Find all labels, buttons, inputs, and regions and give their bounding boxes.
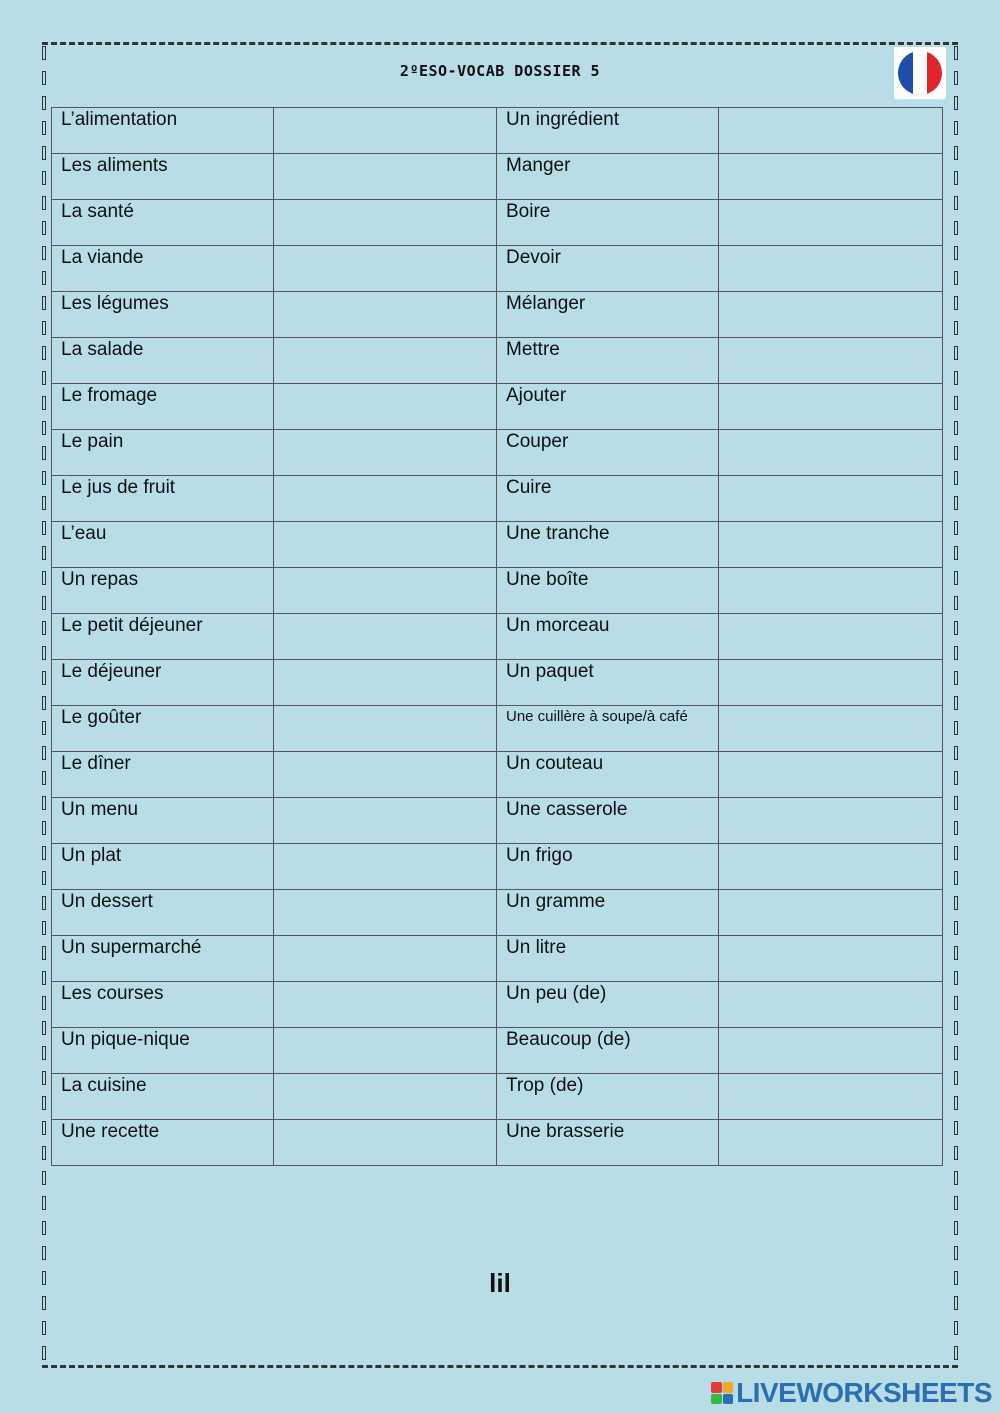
answer-cell-right[interactable] (719, 1074, 943, 1120)
table-row (52, 108, 943, 154)
vocab-term-right: Un frigo (497, 844, 719, 890)
answer-cell-right[interactable] (719, 476, 943, 522)
table-row (52, 292, 943, 338)
table-row (52, 982, 943, 1028)
answer-cell-left[interactable] (274, 1028, 497, 1074)
answer-cell-left[interactable] (274, 568, 497, 614)
vocab-term-right: Une tranche (497, 522, 719, 568)
table-row (52, 384, 943, 430)
footer-mark: lil (489, 1268, 511, 1298)
answer-cell-left[interactable] (274, 1074, 497, 1120)
vocab-term-left: Le goûter (52, 706, 274, 752)
answer-cell-right[interactable] (719, 200, 943, 246)
answer-cell-left[interactable] (274, 246, 497, 292)
answer-cell-right[interactable] (719, 292, 943, 338)
answer-cell-left[interactable] (274, 476, 497, 522)
answer-cell-left[interactable] (274, 292, 497, 338)
vocab-term-left: Un menu (52, 798, 274, 844)
table-row (52, 798, 943, 844)
answer-cell-right[interactable] (719, 890, 943, 936)
vocab-term-right: Boire (497, 200, 719, 246)
answer-cell-right[interactable] (719, 522, 943, 568)
border-bottom (42, 1365, 958, 1368)
answer-cell-left[interactable] (274, 798, 497, 844)
answer-cell-right[interactable] (719, 1120, 943, 1166)
table-row (52, 430, 943, 476)
vocab-term-left: Le petit déjeuner (52, 614, 274, 660)
answer-cell-right[interactable] (719, 384, 943, 430)
answer-cell-right[interactable] (719, 752, 943, 798)
answer-cell-right[interactable] (719, 844, 943, 890)
vocab-term-right: Manger (497, 154, 719, 200)
answer-cell-right[interactable] (719, 614, 943, 660)
table-row (52, 660, 943, 706)
answer-cell-right[interactable] (719, 568, 943, 614)
answer-cell-left[interactable] (274, 706, 497, 752)
page-title: 2ºESO-VOCAB DOSSIER 5 (399, 62, 601, 80)
vocab-term-left: Le déjeuner (52, 660, 274, 706)
answer-cell-right[interactable] (719, 936, 943, 982)
table-row (52, 568, 943, 614)
table-row (52, 936, 943, 982)
vocab-term-right: Une boîte (497, 568, 719, 614)
table-row (52, 706, 943, 752)
vocab-term-left: Un supermarché (52, 936, 274, 982)
vocab-term-left: Le fromage (52, 384, 274, 430)
vocab-term-right: Devoir (497, 246, 719, 292)
answer-cell-right[interactable] (719, 706, 943, 752)
table-row (52, 200, 943, 246)
vocab-term-left: Le jus de fruit (52, 476, 274, 522)
vocab-term-right: Mettre (497, 338, 719, 384)
answer-cell-left[interactable] (274, 338, 497, 384)
vocab-term-left: La santé (52, 200, 274, 246)
table-row (52, 246, 943, 292)
answer-cell-left[interactable] (274, 430, 497, 476)
vocab-term-right: Une brasserie (497, 1120, 719, 1166)
vocab-term-left: La salade (52, 338, 274, 384)
vocab-term-right: Un ingrédient (497, 108, 719, 154)
vocabulary-table (51, 107, 943, 1166)
vocab-term-right: Ajouter (497, 384, 719, 430)
answer-cell-right[interactable] (719, 660, 943, 706)
answer-cell-left[interactable] (274, 108, 497, 154)
vocab-term-left: L’alimentation (52, 108, 274, 154)
vocab-term-right: Couper (497, 430, 719, 476)
vocab-term-left: Le pain (52, 430, 274, 476)
vocab-term-left: Les courses (52, 982, 274, 1028)
answer-cell-left[interactable] (274, 660, 497, 706)
vocab-term-right: Une cuillère à soupe/à café (497, 706, 719, 752)
vocab-term-right: Mélanger (497, 292, 719, 338)
vocab-term-right: Un couteau (497, 752, 719, 798)
vocab-term-left: Une recette (52, 1120, 274, 1166)
answer-cell-right[interactable] (719, 108, 943, 154)
table-row (52, 752, 943, 798)
vocab-term-left: Un repas (52, 568, 274, 614)
vocab-term-right: Beaucoup (de) (497, 1028, 719, 1074)
answer-cell-left[interactable] (274, 982, 497, 1028)
vocab-term-right: Un morceau (497, 614, 719, 660)
vocab-term-left: Les légumes (52, 292, 274, 338)
table-row (52, 522, 943, 568)
table-row (52, 1028, 943, 1074)
answer-cell-right[interactable] (719, 338, 943, 384)
table-row (52, 614, 943, 660)
answer-cell-left[interactable] (274, 752, 497, 798)
vocab-term-right: Un peu (de) (497, 982, 719, 1028)
answer-cell-right[interactable] (719, 246, 943, 292)
vocab-term-right: Cuire (497, 476, 719, 522)
answer-cell-right[interactable] (719, 154, 943, 200)
vocab-term-left: Un pique-nique (52, 1028, 274, 1074)
answer-cell-right[interactable] (719, 430, 943, 476)
border-left (42, 40, 46, 1370)
liveworksheets-logo-icon (711, 1382, 733, 1404)
vocab-term-left: Un dessert (52, 890, 274, 936)
answer-cell-left[interactable] (274, 936, 497, 982)
french-flag-icon (894, 47, 946, 99)
border-top (42, 42, 958, 45)
answer-cell-right[interactable] (719, 798, 943, 844)
vocab-term-right: Trop (de) (497, 1074, 719, 1120)
answer-cell-left[interactable] (274, 844, 497, 890)
answer-cell-left[interactable] (274, 614, 497, 660)
table-row (52, 890, 943, 936)
table-row (52, 338, 943, 384)
vocab-term-right: Un gramme (497, 890, 719, 936)
vocab-term-right: Un litre (497, 936, 719, 982)
vocab-term-right: Une casserole (497, 798, 719, 844)
answer-cell-right[interactable] (719, 982, 943, 1028)
table-row (52, 476, 943, 522)
vocab-term-left: La viande (52, 246, 274, 292)
answer-cell-left[interactable] (274, 890, 497, 936)
table-row (52, 1120, 943, 1166)
table-row (52, 1074, 943, 1120)
border-right (954, 40, 958, 1370)
vocab-term-left: Un plat (52, 844, 274, 890)
answer-cell-left[interactable] (274, 522, 497, 568)
answer-cell-left[interactable] (274, 154, 497, 200)
answer-cell-left[interactable] (274, 384, 497, 430)
table-row (52, 154, 943, 200)
vocab-term-left: Le dîner (52, 752, 274, 798)
answer-cell-left[interactable] (274, 1120, 497, 1166)
answer-cell-left[interactable] (274, 200, 497, 246)
vocab-term-left: La cuisine (52, 1074, 274, 1120)
vocab-term-left: L’eau (52, 522, 274, 568)
brand-name: LIVEWORKSHEETS (736, 1377, 992, 1408)
answer-cell-right[interactable] (719, 1028, 943, 1074)
vocab-term-right: Un paquet (497, 660, 719, 706)
vocab-term-left: Les aliments (52, 154, 274, 200)
liveworksheets-brand (711, 1377, 992, 1409)
table-row (52, 844, 943, 890)
